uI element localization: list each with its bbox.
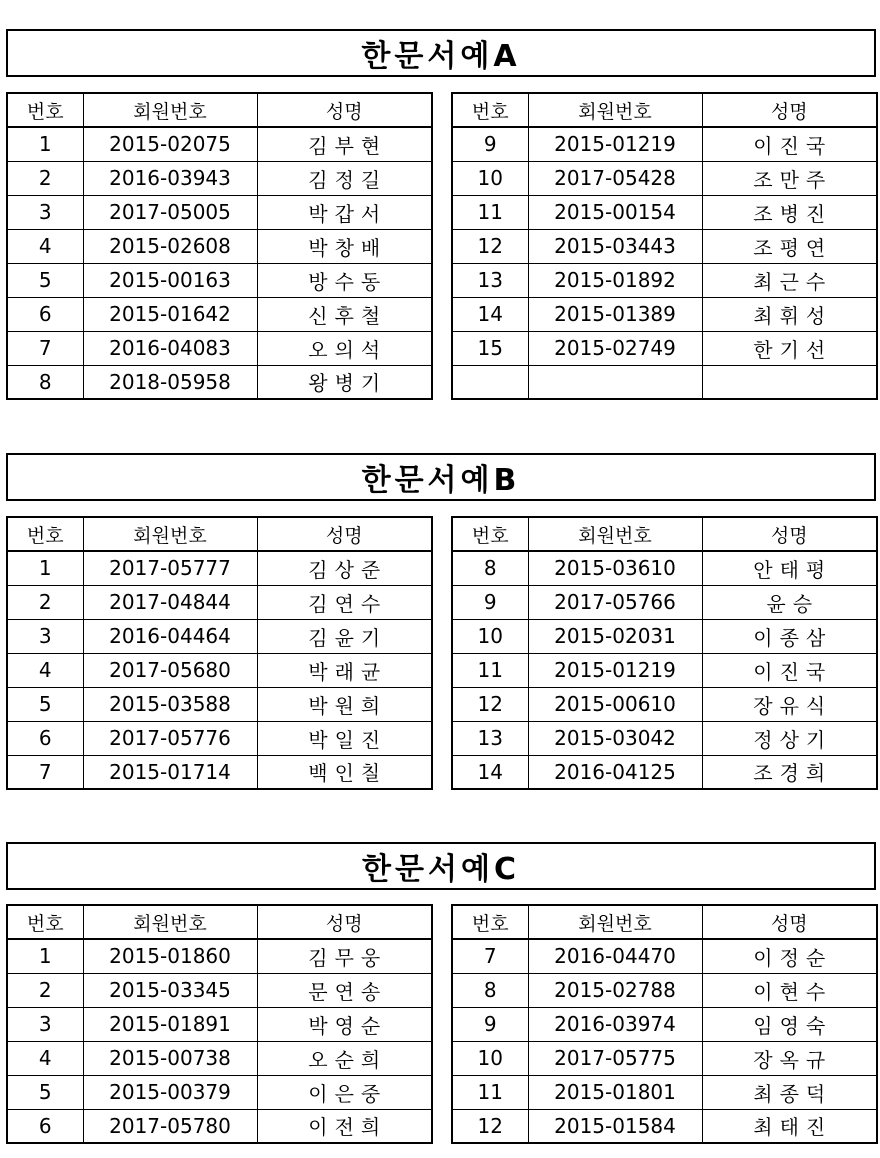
table-row [452,229,877,263]
cell-member-no: 2015-01892 [528,263,702,297]
cell-no: 8 [452,551,528,585]
cell-name: 오의석 [257,331,432,365]
cell-name: 조평연 [702,229,877,263]
cell-member-no: 2015-02031 [528,619,702,653]
cell-member-no: 2015-02075 [83,127,257,161]
table-row [7,1041,432,1075]
table-row [7,973,432,1007]
cell-name: 박갑서 [257,195,432,229]
cell-no: 12 [452,1109,528,1143]
cell-name [702,365,877,399]
table-row [7,721,432,755]
cell-no: 3 [7,195,83,229]
table-row [452,127,877,161]
cell-member-no: 2015-00738 [83,1041,257,1075]
cell-no: 9 [452,127,528,161]
member-table-left [6,92,433,400]
table-row [452,195,877,229]
table-row [452,619,877,653]
cell-no: 12 [452,687,528,721]
table-row [452,1075,877,1109]
table-row [452,1007,877,1041]
table-row [7,229,432,263]
cell-member-no: 2015-02788 [528,973,702,1007]
cell-no: 15 [452,331,528,365]
header-member-no: 회원번호 [528,517,702,551]
cell-name: 왕병기 [257,365,432,399]
cell-member-no: 2017-05780 [83,1109,257,1143]
member-table-left [6,516,433,790]
cell-name: 문연송 [257,973,432,1007]
cell-no: 11 [452,653,528,687]
cell-name: 김연수 [257,585,432,619]
header-member-no: 회원번호 [83,517,257,551]
cell-member-no: 2017-05775 [528,1041,702,1075]
table-header-row [7,93,432,127]
cell-member-no: 2016-04083 [83,331,257,365]
cell-member-no: 2017-05680 [83,653,257,687]
cell-member-no: 2015-00154 [528,195,702,229]
cell-name: 오순희 [257,1041,432,1075]
cell-no: 1 [7,939,83,973]
cell-member-no: 2017-05428 [528,161,702,195]
cell-no: 5 [7,263,83,297]
cell-name: 최태진 [702,1109,877,1143]
header-no: 번호 [452,905,528,939]
table-row [452,973,877,1007]
table-row [452,365,877,399]
cell-no: 7 [7,331,83,365]
cell-name: 김무웅 [257,939,432,973]
header-member-no: 회원번호 [83,905,257,939]
cell-name: 이현수 [702,973,877,1007]
member-table-right [451,904,878,1144]
cell-name: 최근수 [702,263,877,297]
cell-member-no: 2015-03042 [528,721,702,755]
header-no: 번호 [452,517,528,551]
table-row [7,1007,432,1041]
table-row [7,551,432,585]
cell-name: 장유식 [702,687,877,721]
member-table-right [451,516,878,790]
header-name: 성명 [702,517,877,551]
cell-no: 2 [7,973,83,1007]
header-member-no: 회원번호 [83,93,257,127]
table-row [7,365,432,399]
table-row [7,263,432,297]
section-title: 한문서예C [6,842,876,890]
cell-name: 한기선 [702,331,877,365]
cell-member-no: 2017-05766 [528,585,702,619]
table-row [452,1109,877,1143]
cell-name: 신후철 [257,297,432,331]
table-row [452,297,877,331]
table-row [452,939,877,973]
header-no: 번호 [7,517,83,551]
cell-name: 임영숙 [702,1007,877,1041]
cell-member-no: 2015-01714 [83,755,257,789]
table-header-row [452,517,877,551]
header-member-no: 회원번호 [528,905,702,939]
cell-name: 이진국 [702,127,877,161]
cell-no: 3 [7,619,83,653]
cell-member-no: 2015-01860 [83,939,257,973]
table-row [452,331,877,365]
header-name: 성명 [257,905,432,939]
cell-name: 김상준 [257,551,432,585]
cell-name: 박창배 [257,229,432,263]
table-row [452,585,877,619]
cell-member-no: 2017-04844 [83,585,257,619]
cell-no: 11 [452,1075,528,1109]
cell-member-no: 2015-03588 [83,687,257,721]
cell-name: 조만주 [702,161,877,195]
cell-name: 이전희 [257,1109,432,1143]
cell-member-no: 2016-03943 [83,161,257,195]
cell-no: 4 [7,1041,83,1075]
table-header-row [7,517,432,551]
cell-no: 2 [7,585,83,619]
cell-no: 12 [452,229,528,263]
cell-member-no: 2017-05777 [83,551,257,585]
cell-name: 정상기 [702,721,877,755]
table-header-row [452,93,877,127]
cell-no: 1 [7,551,83,585]
cell-name: 조병진 [702,195,877,229]
cell-name: 장옥규 [702,1041,877,1075]
cell-name: 최종덕 [702,1075,877,1109]
header-no: 번호 [452,93,528,127]
cell-name: 이종삼 [702,619,877,653]
table-row [7,619,432,653]
member-table-right [451,92,878,400]
cell-member-no: 2016-04125 [528,755,702,789]
header-name: 성명 [257,93,432,127]
cell-member-no: 2015-01642 [83,297,257,331]
table-row [452,721,877,755]
table-row [7,1075,432,1109]
cell-no: 11 [452,195,528,229]
cell-name: 김정길 [257,161,432,195]
section-title: 한문서예B [6,453,876,501]
table-row [452,551,877,585]
cell-name: 조경희 [702,755,877,789]
cell-member-no: 2015-00163 [83,263,257,297]
cell-no: 9 [452,1007,528,1041]
cell-no: 4 [7,653,83,687]
cell-name: 박영순 [257,1007,432,1041]
cell-name: 이정순 [702,939,877,973]
table-row [7,161,432,195]
cell-no: 13 [452,263,528,297]
table-row [452,263,877,297]
cell-name: 이은중 [257,1075,432,1109]
cell-no: 6 [7,1109,83,1143]
cell-no: 1 [7,127,83,161]
cell-no: 8 [452,973,528,1007]
header-name: 성명 [257,517,432,551]
cell-name: 김윤기 [257,619,432,653]
header-member-no: 회원번호 [528,93,702,127]
cell-member-no: 2015-00610 [528,687,702,721]
cell-name: 박일진 [257,721,432,755]
table-row [7,331,432,365]
header-no: 번호 [7,905,83,939]
cell-member-no: 2016-04464 [83,619,257,653]
cell-member-no: 2015-01219 [528,127,702,161]
cell-member-no: 2015-01389 [528,297,702,331]
cell-member-no: 2015-03443 [528,229,702,263]
table-row [452,687,877,721]
cell-member-no: 2017-05005 [83,195,257,229]
table-row [7,127,432,161]
cell-no: 13 [452,721,528,755]
cell-no: 4 [7,229,83,263]
cell-name: 백인칠 [257,755,432,789]
table-row [7,687,432,721]
cell-name: 박래균 [257,653,432,687]
table-row [7,1109,432,1143]
cell-no: 7 [452,939,528,973]
table-row [452,1041,877,1075]
header-name: 성명 [702,93,877,127]
cell-member-no: 2015-01219 [528,653,702,687]
cell-no: 10 [452,619,528,653]
cell-member-no: 2015-03610 [528,551,702,585]
table-header-row [7,905,432,939]
cell-no: 5 [7,1075,83,1109]
member-table-left [6,904,433,1144]
cell-no: 8 [7,365,83,399]
cell-no: 6 [7,721,83,755]
cell-no: 9 [452,585,528,619]
cell-member-no: 2018-05958 [83,365,257,399]
cell-member-no: 2015-02608 [83,229,257,263]
table-row [452,161,877,195]
cell-no: 7 [7,755,83,789]
table-row [7,195,432,229]
table-row [452,653,877,687]
cell-no: 14 [452,755,528,789]
cell-member-no: 2015-02749 [528,331,702,365]
table-row [452,755,877,789]
cell-member-no: 2016-04470 [528,939,702,973]
section-title: 한문서예A [6,29,876,77]
cell-member-no: 2015-01801 [528,1075,702,1109]
cell-member-no: 2015-01891 [83,1007,257,1041]
table-row [7,939,432,973]
cell-name: 김부현 [257,127,432,161]
cell-member-no: 2015-00379 [83,1075,257,1109]
cell-no: 6 [7,297,83,331]
cell-name: 최휘성 [702,297,877,331]
table-row [7,755,432,789]
cell-no: 10 [452,161,528,195]
cell-no [452,365,528,399]
table-row [7,653,432,687]
cell-name: 이진국 [702,653,877,687]
cell-member-no: 2015-03345 [83,973,257,1007]
header-no: 번호 [7,93,83,127]
cell-member-no [528,365,702,399]
cell-no: 14 [452,297,528,331]
cell-member-no: 2017-05776 [83,721,257,755]
header-name: 성명 [702,905,877,939]
cell-member-no: 2016-03974 [528,1007,702,1041]
cell-name: 윤승 [702,585,877,619]
cell-name: 방수동 [257,263,432,297]
cell-no: 5 [7,687,83,721]
cell-no: 3 [7,1007,83,1041]
cell-name: 안태평 [702,551,877,585]
table-row [7,297,432,331]
cell-name: 박원희 [257,687,432,721]
table-header-row [452,905,877,939]
cell-member-no: 2015-01584 [528,1109,702,1143]
cell-no: 2 [7,161,83,195]
table-row [7,585,432,619]
cell-no: 10 [452,1041,528,1075]
